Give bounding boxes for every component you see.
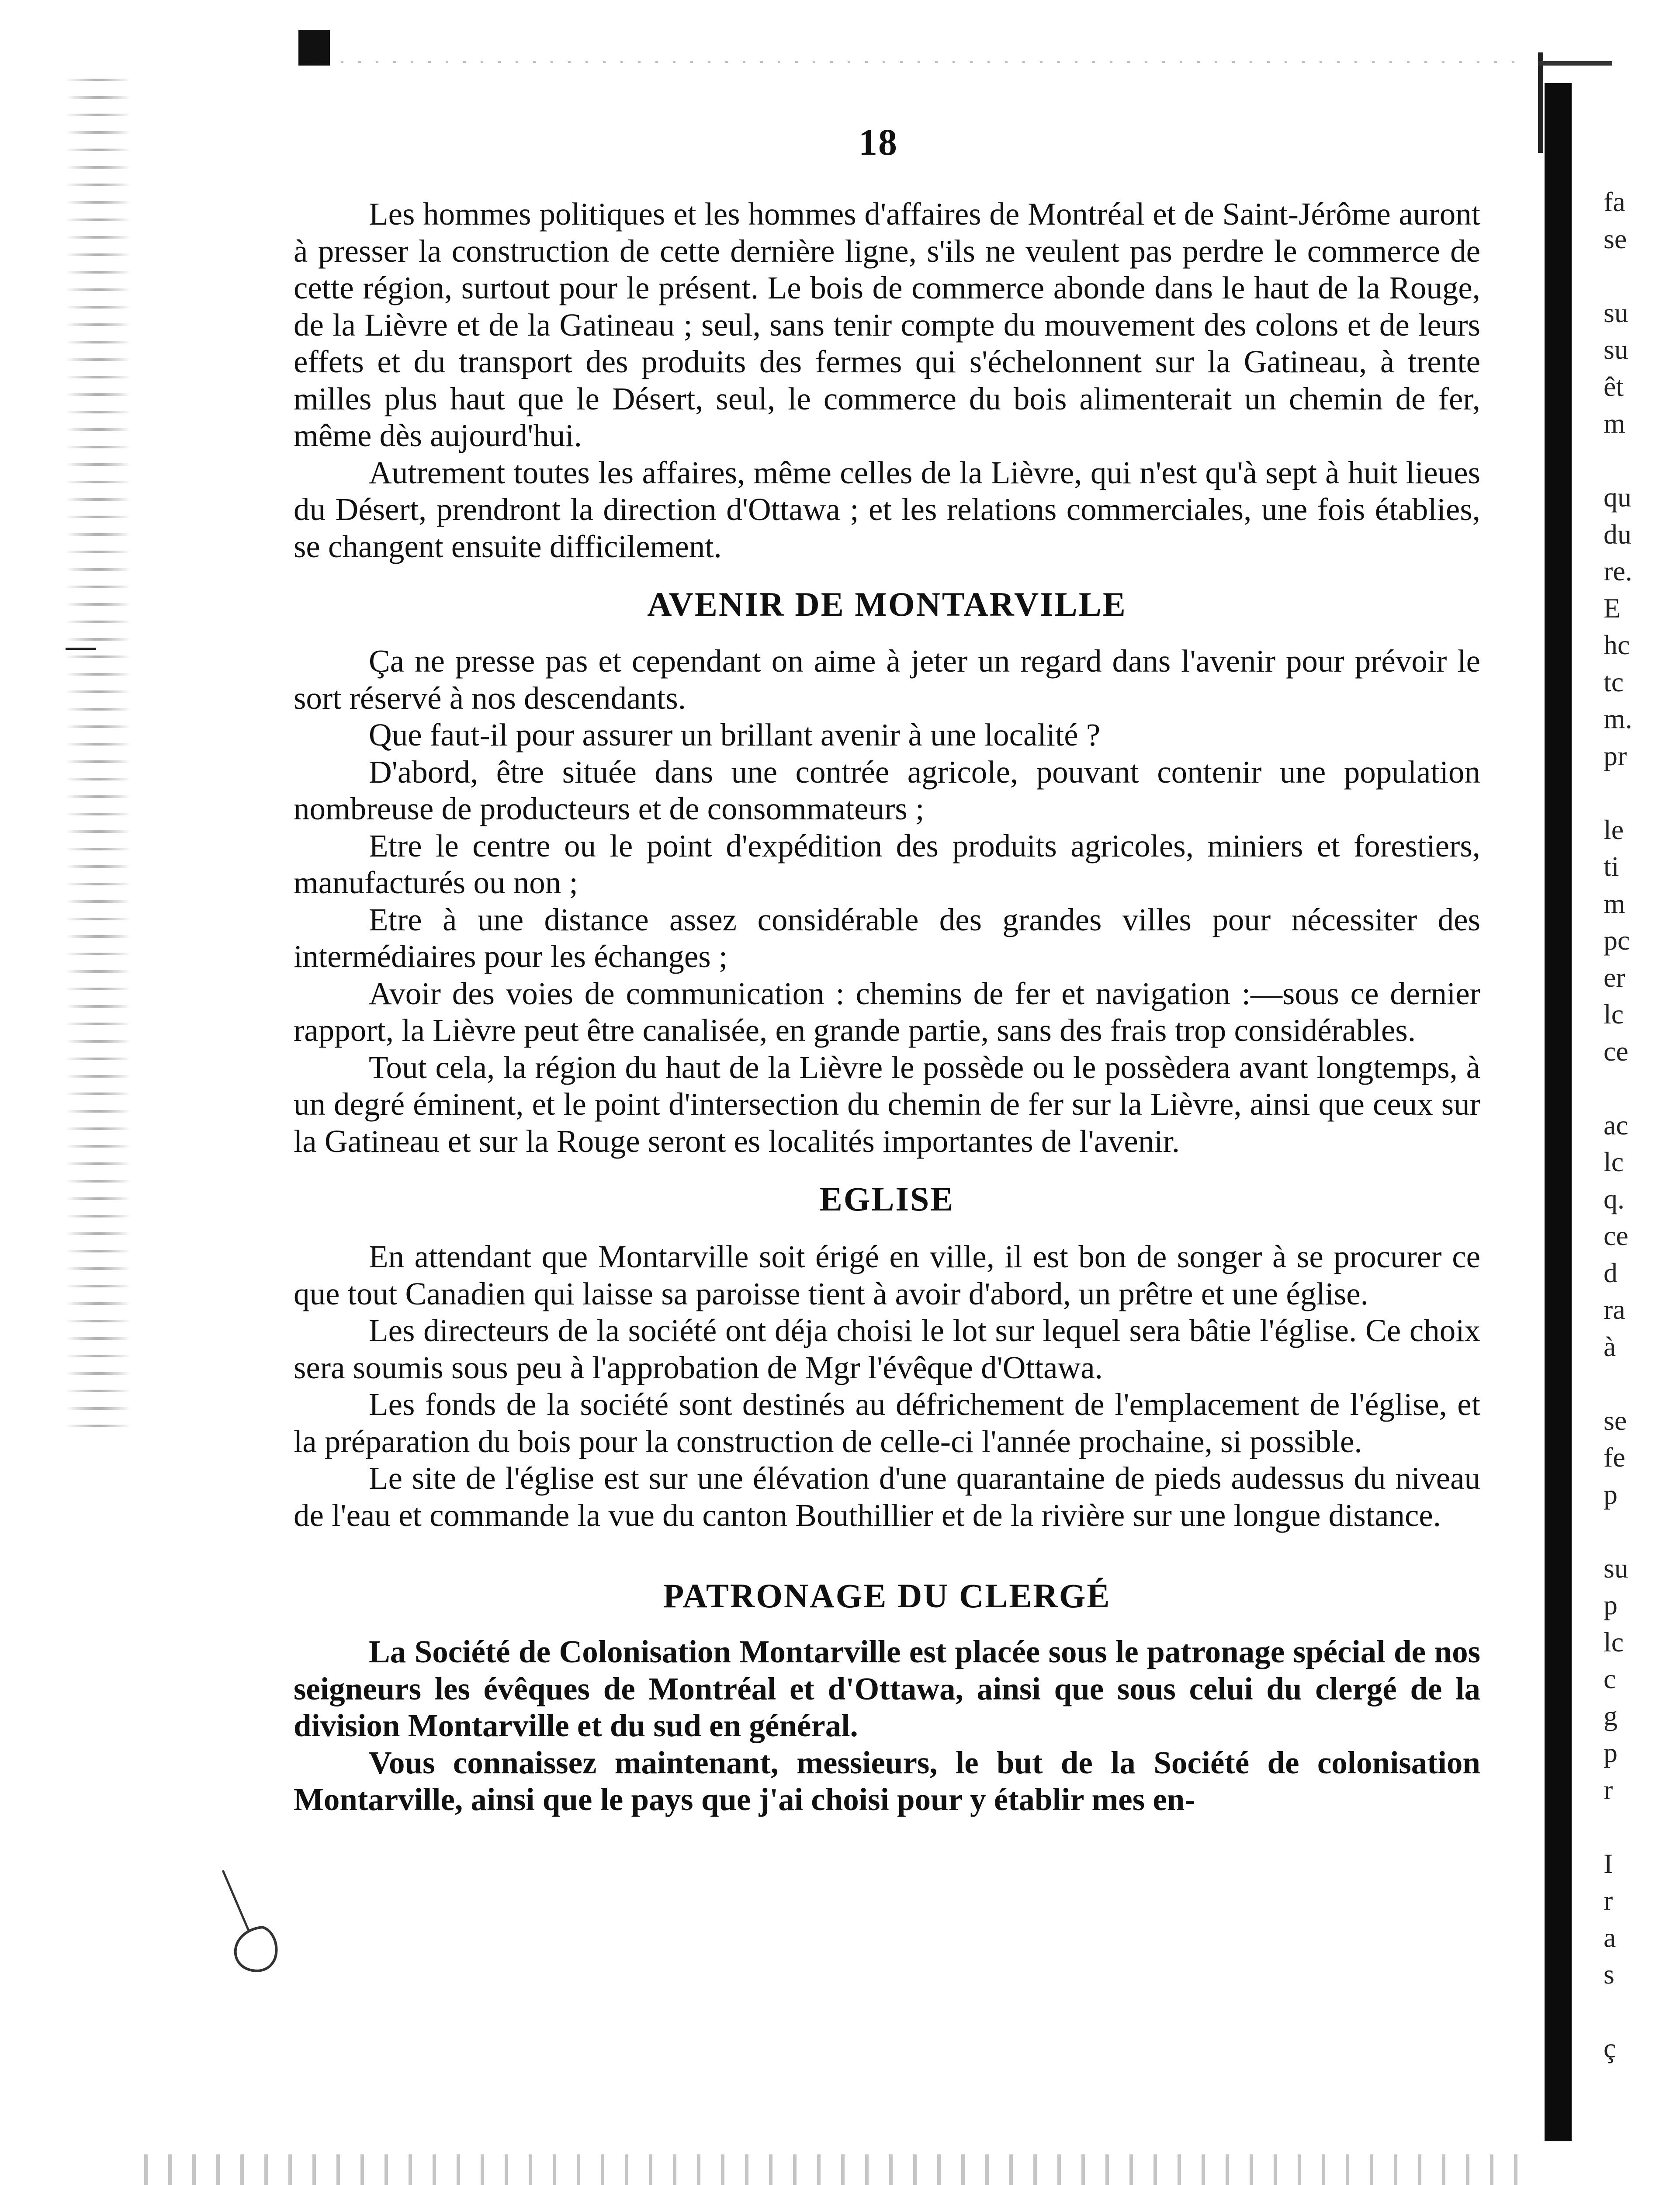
facing-page-fragment bbox=[1604, 257, 1680, 295]
facing-page-fragment: lc bbox=[1604, 1146, 1624, 1177]
facing-page-fragment: c bbox=[1604, 1663, 1616, 1694]
facing-page-fragment bbox=[1604, 442, 1680, 479]
book-spine-edge bbox=[1538, 52, 1543, 153]
facing-page-fragment: r bbox=[1604, 1885, 1613, 1916]
paragraph: La Société de Colonisation Montarville est placée sous le patronage spécial de nos seigneurs les évêques de Montréal et d'Ottawa, ainsi que sous celui du clergé de la division Montarville et du sud en général. bbox=[294, 1634, 1480, 1743]
margin-pen-mark bbox=[210, 1866, 288, 1980]
scan-corner-mark bbox=[298, 30, 330, 66]
paragraph: D'abord, être située dans une contrée agricole, pouvant contenir une population nombreuse de producteurs et de consommateurs ; bbox=[294, 754, 1480, 826]
paragraph: Autrement toutes les affaires, même celles de la Lièvre, qui n'est qu'à sept à huit lieues du Désert, prendront la direction d'Ottawa ; et les relations commerciales, une fois établies, se changent ensuite difficilement. bbox=[294, 454, 1480, 564]
facing-page-fragment: pr bbox=[1604, 740, 1627, 771]
facing-page-fragment: hc bbox=[1604, 629, 1630, 660]
facing-page-fragment: ç bbox=[1604, 2032, 1616, 2064]
facing-page-fragment: re. bbox=[1604, 555, 1632, 586]
facing-page-fragment: le bbox=[1604, 814, 1624, 845]
facing-page-fragment bbox=[1604, 1070, 1680, 1107]
facing-page-fragment: se bbox=[1604, 1405, 1627, 1436]
facing-page-fragment: d bbox=[1604, 1257, 1618, 1288]
facing-page-fragment bbox=[1604, 1993, 1680, 2030]
facing-page-fragment: lc bbox=[1604, 1626, 1624, 1658]
facing-page-fragment: su bbox=[1604, 334, 1628, 365]
facing-page-fragment: p bbox=[1604, 1589, 1618, 1620]
page-body bbox=[294, 196, 1480, 1818]
paragraph: Tout cela, la région du haut de la Lièvre le possède ou le possèdera avant longtemps, à un degré éminent, et le point d'intersection du chemin de fer sur la Lièvre, ainsi que ceux sur la Gatineau et sur la Rouge seront es localités importantes de l'avenir. bbox=[294, 1049, 1480, 1159]
facing-page-fragment: m bbox=[1604, 888, 1625, 919]
facing-page-fragment: ce bbox=[1604, 1035, 1628, 1067]
facing-page-fragment: s bbox=[1604, 1959, 1614, 1990]
facing-page-fragment: m. bbox=[1604, 703, 1632, 734]
book-spine-shadow bbox=[1545, 83, 1572, 2141]
facing-page-fragment: a bbox=[1604, 1921, 1616, 1953]
facing-page-fragment: du bbox=[1604, 518, 1632, 550]
facing-page-fragments bbox=[1604, 184, 1680, 2067]
facing-page-fragment bbox=[1604, 774, 1680, 812]
facing-page-fragment: I bbox=[1604, 1848, 1613, 1879]
facing-page-fragment: lc bbox=[1604, 999, 1624, 1030]
facing-page-fragment: êt bbox=[1604, 371, 1624, 402]
facing-page-fragment: g bbox=[1604, 1700, 1618, 1731]
facing-page-fragment bbox=[1604, 1513, 1680, 1550]
facing-page-fragment: p bbox=[1604, 1478, 1618, 1510]
section-heading-clerge: PATRONAGE DU CLERGÉ bbox=[663, 1577, 1111, 1615]
facing-page-fragment: fa bbox=[1604, 186, 1625, 217]
paragraph: Les fonds de la société sont destinés au défrichement de l'emplacement de l'église, et la préparation du bois pour la construction de celle-ci l'année prochaine, si possible. bbox=[294, 1387, 1480, 1459]
section-heading-eglise: EGLISE bbox=[819, 1180, 955, 1218]
facing-page-fragment: qu bbox=[1604, 482, 1632, 513]
paragraph: Les directeurs de la société ont déja choisi le lot sur lequel sera bâtie l'église. Ce choix sera soumis sous peu à l'approbation de Mgr l'évêque d'Ottawa. bbox=[294, 1313, 1480, 1385]
facing-page-fragment bbox=[1604, 1365, 1680, 1402]
scan-top-noise bbox=[306, 61, 1529, 63]
paragraph: Etre le centre ou le point d'expédition des produits agricoles, miniers et forestiers, manufacturés ou non ; bbox=[294, 828, 1480, 900]
facing-page-fragment: ce bbox=[1604, 1220, 1628, 1251]
facing-page-fragment: pc bbox=[1604, 925, 1630, 956]
facing-page-fragment: q. bbox=[1604, 1183, 1625, 1214]
facing-page-fragment: er bbox=[1604, 961, 1625, 993]
section-heading-montarville: AVENIR DE MONTARVILLE bbox=[647, 585, 1127, 623]
facing-page-fragment: fe bbox=[1604, 1442, 1625, 1473]
facing-page-fragment bbox=[1604, 1808, 1680, 1845]
facing-page-fragment: ac bbox=[1604, 1109, 1628, 1141]
facing-page-fragment: p bbox=[1604, 1737, 1618, 1768]
page-number: 18 bbox=[859, 121, 898, 163]
scan-left-tick bbox=[66, 648, 96, 650]
paragraph: Ça ne presse pas et cependant on aime à jeter un regard dans l'avenir pour prévoir le sort réservé à nos descendants. bbox=[294, 643, 1480, 716]
paragraph: Etre à une distance assez considérable des grandes villes pour nécessiter des intermédiaires pour les échanges ; bbox=[294, 902, 1480, 974]
facing-page-fragment: r bbox=[1604, 1774, 1613, 1805]
paragraph: Avoir des voies de communication : chemins de fer et navigation :—sous ce dernier rapport, la Lièvre peut être canalisée, en grande partie, sans des frais trop considérables. bbox=[294, 975, 1480, 1048]
facing-page-fragment: su bbox=[1604, 1552, 1628, 1584]
facing-page-fragment: su bbox=[1604, 297, 1628, 328]
facing-page-fragment: E bbox=[1604, 592, 1621, 624]
scan-bottom-noise bbox=[144, 2154, 1521, 2185]
scan-left-margin-noise bbox=[66, 79, 131, 1433]
facing-page-fragment: tc bbox=[1604, 666, 1624, 697]
paragraph: Le site de l'église est sur une élévation d'une quarantaine de pieds audessus du niveau de l'eau et commande la vue du canton Bouthillier et de la rivière sur une longue distance. bbox=[294, 1460, 1480, 1533]
facing-page-fragment: se bbox=[1604, 223, 1627, 254]
paragraph: Que faut-il pour assurer un brillant avenir à une localité ? bbox=[369, 717, 1101, 753]
paragraph: Vous connaissez maintenant, messieurs, le but de la Société de colonisation Montarville, ainsi que le pays que j'ai choisi pour y établir mes en- bbox=[294, 1745, 1480, 1817]
facing-page-fragment: m bbox=[1604, 408, 1625, 439]
paragraph: Les hommes politiques et les hommes d'affaires de Montréal et de Saint-Jérôme auront à presser la construction de cette dernière ligne, s'ils ne veulent pas perdre le commerce de cette région, surtout pour le présent. Le bois de commerce abonde dans le haut de la Rouge, de la Lièvre et de la Gatineau ; seul, sans tenir compte du mouvement des colons et de leurs effets et du transport des produits des fermes qui s'échelonnent sur la Gatineau, à trente milles plus haut que le Désert, seul, le commerce du bois alimenterait un chemin de fer, même dès aujourd'hui. bbox=[294, 196, 1480, 453]
paragraph: En attendant que Montarville soit érigé en ville, il est bon de songer à se procurer ce que tout Canadien qui laisse sa paroisse tient à avoir d'abord, un prêtre et une église. bbox=[294, 1239, 1480, 1311]
facing-page-fragment: ra bbox=[1604, 1294, 1625, 1325]
facing-page-fragment: ti bbox=[1604, 851, 1619, 882]
facing-page-fragment: à bbox=[1604, 1331, 1616, 1362]
book-spine-cap bbox=[1538, 61, 1612, 66]
